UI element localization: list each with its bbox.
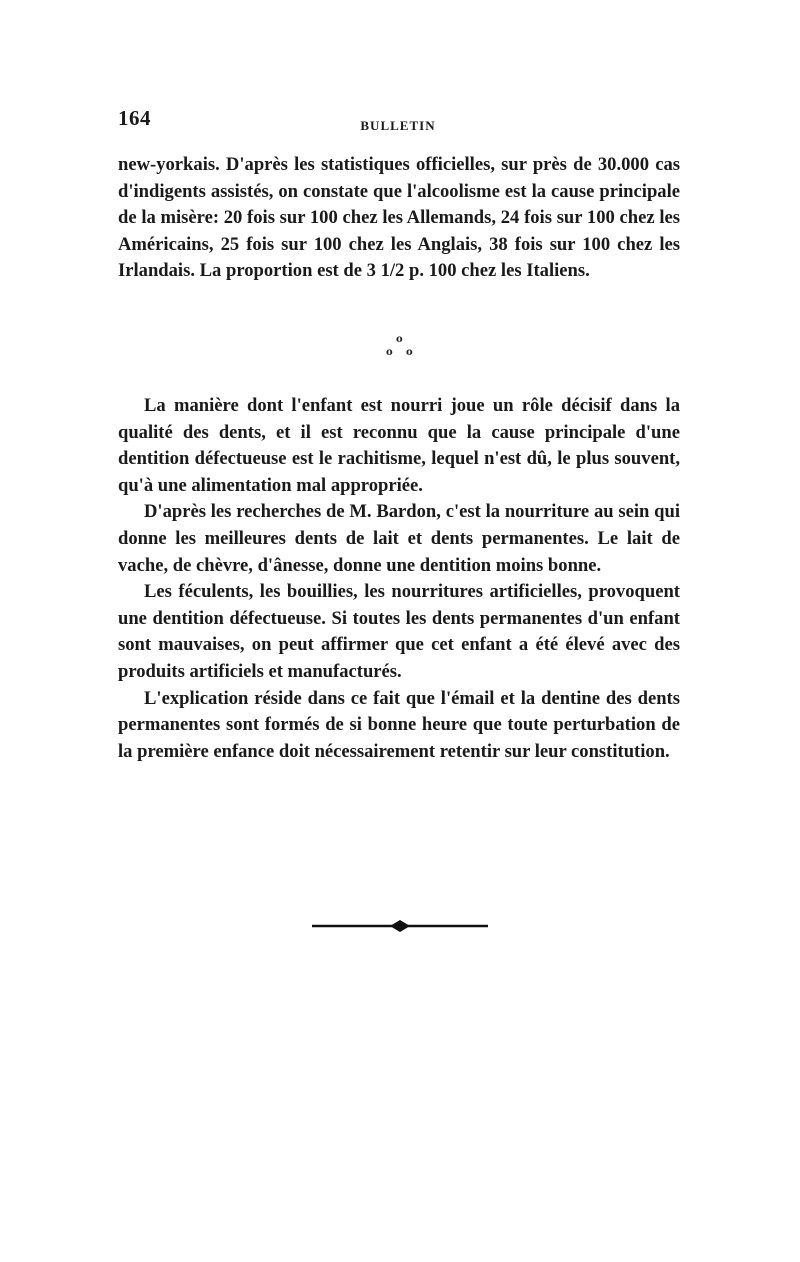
separator-dot-left: o	[386, 347, 393, 358]
text-block-bottom	[118, 393, 680, 765]
paragraph: new-yorkais. D'après les statistiques officielles, sur près de 30.000 cas d'indigents assistés, on constate que l'alcoolisme est la cause principale de la misère: 20 fois sur 100 chez les Allemands, 24 fois sur 100 chez les Américains, 25 fois sur 100 chez les Anglais, 38 fois sur 100 chez les Irlandais. La proportion est de 3 1/2 p. 100 chez les Italiens.	[118, 154, 680, 282]
paragraph: Les féculents, les bouillies, les nourritures artificielles, provoquent une dentition défectueuse. Si toutes les dents permanentes d'un enfant sont mauvaises, on peut affirmer que cet enfant a été élevé avec des produits artificiels et manufacturés.	[118, 581, 680, 682]
separator-dot-top: o	[396, 334, 403, 345]
paragraph: L'explication réside dans ce fait que l'émail et la dentine des dents permanentes sont formés de si bonne heure que toute perturbation de la première enfance doit nécessairement retentir sur leur constitution.	[118, 687, 680, 762]
separator-dot-right: o	[406, 347, 413, 358]
page-number: 164	[118, 106, 151, 130]
text-block-top	[118, 152, 680, 285]
running-title: BULLETIN	[360, 118, 436, 133]
page-header	[118, 106, 678, 146]
paragraph: La manière dont l'enfant est nourri joue un rôle décisif dans la qualité des dents, et il est reconnu que la cause principale d'une dentition défectueuse est le rachitisme, lequel n'est dû, le plus souvent, qu'à une alimentation mal appropriée.	[118, 395, 680, 496]
end-ornament-rule	[312, 916, 488, 936]
section-separator-asterism	[384, 334, 416, 364]
paragraph: D'après les recherches de M. Bardon, c'est la nourriture au sein qui donne les meilleures dents de lait et dents permanentes. Le lait de vache, de chèvre, d'ânesse, donne une dentition moins bonne.	[118, 501, 680, 576]
